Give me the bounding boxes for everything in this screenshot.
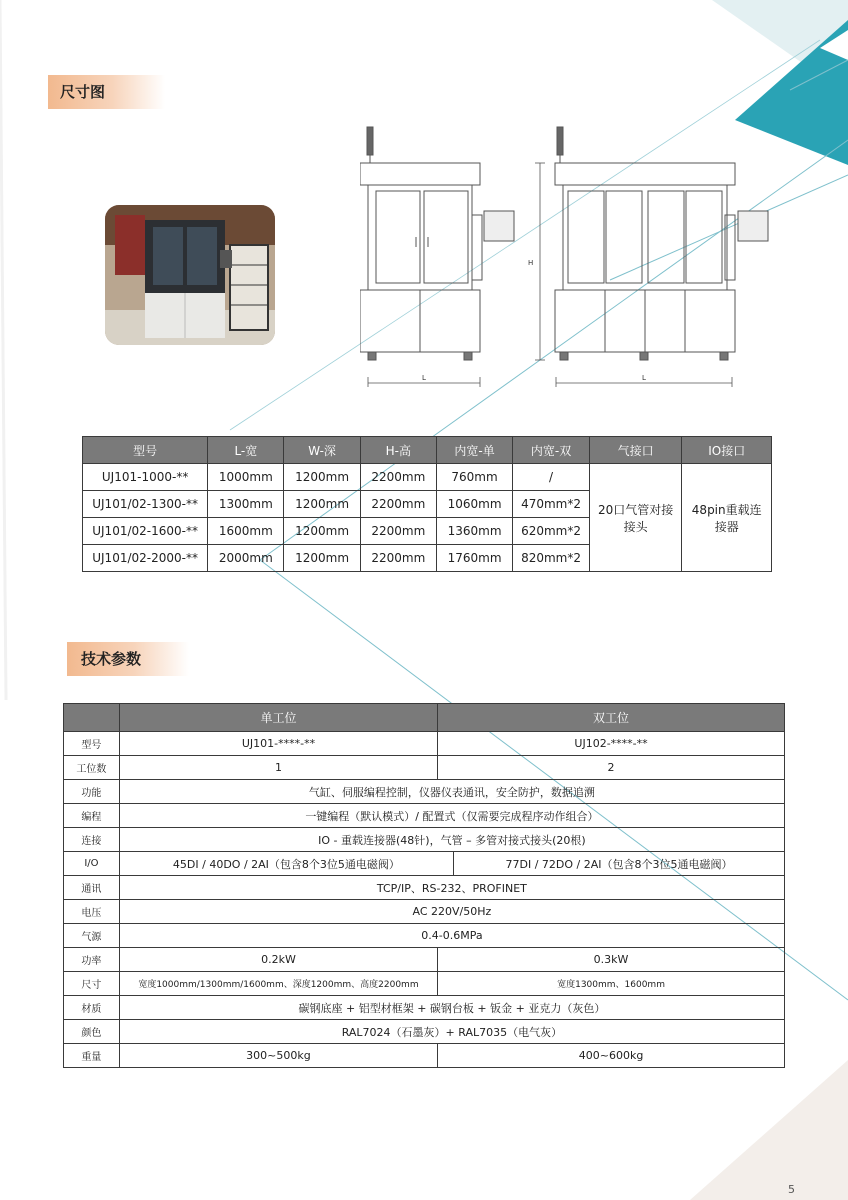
dimension-table	[82, 436, 772, 572]
spec-double-value: 77DI / 72DO / 2AI（包含8个3位5通电磁阀）	[454, 852, 785, 876]
spec-value: RAL7024（石墨灰）+ RAL7035（电气灰）	[119, 1020, 784, 1044]
cell-length: 1000mm	[208, 464, 284, 491]
spec-label: 连接	[64, 828, 120, 852]
cell-height: 2200mm	[360, 464, 436, 491]
spec-row-power	[64, 948, 785, 972]
single-l-label: L	[422, 374, 426, 382]
dimension-title-text: 尺寸图	[60, 83, 106, 101]
spec-table-header	[64, 704, 785, 732]
cell-inner-single: 1360mm	[436, 518, 512, 545]
cell-inner-single: 760mm	[436, 464, 512, 491]
spec-single-value: 0.2kW	[119, 948, 437, 972]
dimension-section-title	[48, 75, 165, 109]
page-number: 5	[788, 1183, 795, 1196]
spec-row-air	[64, 924, 785, 948]
cell-height: 2200mm	[360, 518, 436, 545]
spec-label: 型号	[64, 732, 120, 756]
cell-inner-double: 620mm*2	[513, 518, 590, 545]
product-photo-image	[105, 205, 275, 345]
cell-inner-double: 470mm*2	[513, 491, 590, 518]
col-inner-double: 内宽-双	[513, 437, 590, 464]
cell-depth: 1200mm	[284, 464, 360, 491]
cell-height: 2200mm	[360, 545, 436, 572]
height-label: H	[528, 259, 534, 267]
spec-section-title	[67, 642, 189, 676]
spec-row-function	[64, 780, 785, 804]
spec-double-value: 2	[438, 756, 785, 780]
col-depth: W-深	[284, 437, 360, 464]
spec-value: 一键编程（默认模式）/ 配置式（仅需要完成程序动作组合）	[119, 804, 784, 828]
cell-inner-single: 1060mm	[436, 491, 512, 518]
spec-table	[63, 703, 785, 1068]
spec-row-size	[64, 972, 785, 996]
spec-label: 功率	[64, 948, 120, 972]
spec-label: 颜色	[64, 1020, 120, 1044]
spec-row-material	[64, 996, 785, 1020]
spec-value: IO - 重载连接器(48针)，气管 – 多管对接式接头(20根)	[119, 828, 784, 852]
cell-inner-double: /	[513, 464, 590, 491]
spec-row-stations	[64, 756, 785, 780]
spec-value: 0.4-0.6MPa	[119, 924, 784, 948]
spec-header-double: 双工位	[438, 704, 785, 732]
spec-label: 工位数	[64, 756, 120, 780]
spec-single-value: 300~500kg	[119, 1044, 437, 1068]
spec-label: 材质	[64, 996, 120, 1020]
spec-label: 电压	[64, 900, 120, 924]
cell-length: 2000mm	[208, 545, 284, 572]
single-station-drawing	[360, 127, 514, 387]
spec-double-value: 0.3kW	[438, 948, 785, 972]
spec-row-voltage	[64, 900, 785, 924]
dimension-table-header	[83, 437, 772, 464]
spec-row-weight	[64, 1044, 785, 1068]
spec-single-value: 宽度1000mm/1300mm/1600mm、深度1200mm、高度2200mm	[119, 972, 437, 996]
cell-model: UJ101/02-1600-**	[83, 518, 208, 545]
spec-label: 编程	[64, 804, 120, 828]
cell-model: UJ101/02-2000-**	[83, 545, 208, 572]
spec-header-blank	[64, 704, 120, 732]
spec-single-value: 1	[119, 756, 437, 780]
spec-row-model	[64, 732, 785, 756]
dimension-drawings	[360, 125, 780, 390]
cell-inner-double: 820mm*2	[513, 545, 590, 572]
spec-single-value: 45DI / 40DO / 2AI（包含8个3位5通电磁阀）	[119, 852, 453, 876]
spec-row-programming	[64, 804, 785, 828]
spec-value: AC 220V/50Hz	[119, 900, 784, 924]
spec-label: 气源	[64, 924, 120, 948]
spec-label: 重量	[64, 1044, 120, 1068]
spec-single-value: UJ101-****-**	[119, 732, 437, 756]
spec-value: TCP/IP、RS-232、PROFINET	[119, 876, 784, 900]
spec-row-connection	[64, 828, 785, 852]
spec-value: 碳钢底座 + 铝型材框架 + 碳钢台板 + 钣金 + 亚克力（灰色）	[119, 996, 784, 1020]
product-photo	[105, 205, 275, 345]
cell-length: 1300mm	[208, 491, 284, 518]
cell-inner-single: 1760mm	[436, 545, 512, 572]
spec-double-value: UJ102-****-**	[438, 732, 785, 756]
spec-double-value: 宽度1300mm、1600mm	[438, 972, 785, 996]
cell-height: 2200mm	[360, 491, 436, 518]
cell-depth: 1200mm	[284, 545, 360, 572]
double-station-drawing	[535, 127, 768, 387]
col-length: L-宽	[208, 437, 284, 464]
cell-air-port: 20口气管对接接头	[589, 464, 682, 572]
cell-io-port: 48pin重载连接器	[682, 464, 772, 572]
cell-length: 1600mm	[208, 518, 284, 545]
cell-model: UJ101/02-1300-**	[83, 491, 208, 518]
cell-model: UJ101-1000-**	[83, 464, 208, 491]
col-air-port: 气接口	[589, 437, 682, 464]
cell-depth: 1200mm	[284, 491, 360, 518]
spec-label: I/O	[64, 852, 120, 876]
bottom-corner-shape	[690, 1060, 848, 1200]
col-inner-single: 内宽-单	[436, 437, 512, 464]
spec-row-comm	[64, 876, 785, 900]
spec-value: 气缸、伺服编程控制，仪器仪表通讯，安全防护，数据追溯	[119, 780, 784, 804]
spec-row-color	[64, 1020, 785, 1044]
col-height: H-高	[360, 437, 436, 464]
cell-depth: 1200mm	[284, 518, 360, 545]
double-l-label: L	[642, 374, 646, 382]
spec-label: 功能	[64, 780, 120, 804]
col-io-port: IO接口	[682, 437, 772, 464]
spec-header-single: 单工位	[119, 704, 437, 732]
spec-row-io	[64, 852, 785, 876]
spec-title-text: 技术参数	[81, 650, 142, 668]
spec-label: 通讯	[64, 876, 120, 900]
spec-label: 尺寸	[64, 972, 120, 996]
col-model: 型号	[83, 437, 208, 464]
spec-double-value: 400~600kg	[438, 1044, 785, 1068]
table-row	[83, 464, 772, 491]
